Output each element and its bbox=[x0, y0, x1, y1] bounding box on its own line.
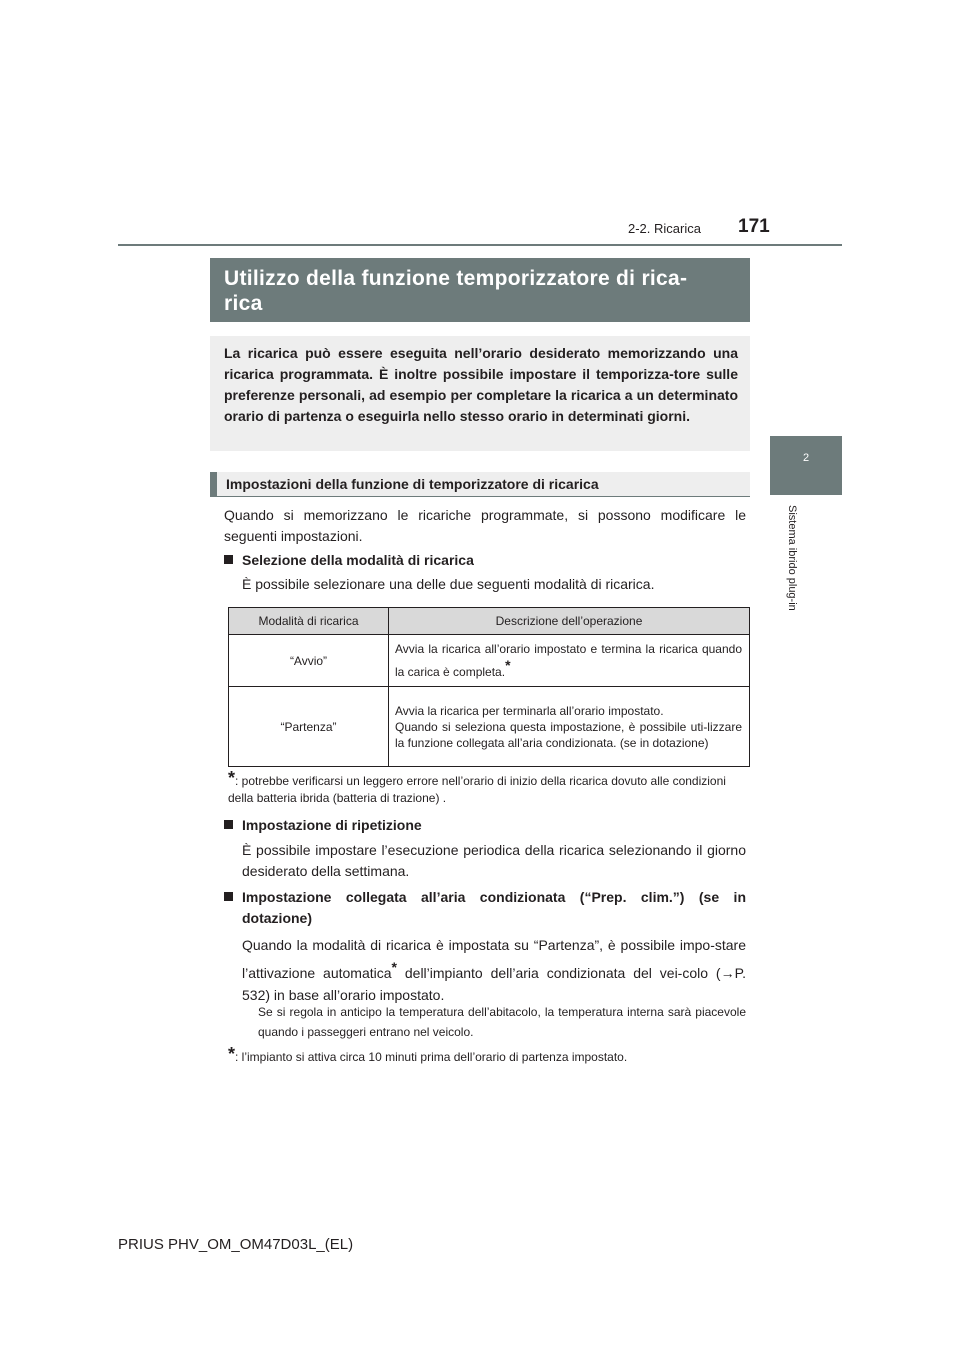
table-cell-description bbox=[389, 635, 750, 687]
chapter-label: Sistema ibrido plug-in bbox=[786, 505, 798, 611]
table-header-row bbox=[229, 608, 750, 635]
footnote-star: * bbox=[505, 657, 511, 673]
footnote-text: : potrebbe verificarsi un leggero errore nell’orario di inizio della ricarica dovuto alle condizioni della batteria ibrida (batteria di trazione) . bbox=[228, 774, 726, 805]
chapter-tab bbox=[770, 436, 842, 495]
footnote-star: * bbox=[391, 959, 397, 975]
section-heading-text: Impostazione di ripetizione bbox=[242, 817, 422, 833]
section-heading-climate bbox=[224, 887, 746, 929]
section-text-part: Quando la modalità di ricarica è impostata su “Partenza”, è possibile impo-stare l’attivazione automatica bbox=[242, 937, 746, 981]
description-text: Avvia la ricarica per terminarla all’orario impostato. bbox=[395, 703, 664, 718]
header-rule bbox=[118, 244, 842, 246]
intro-box bbox=[210, 336, 750, 451]
page-number: 171 bbox=[738, 216, 770, 237]
table-row bbox=[229, 687, 750, 767]
section-label: 2-2. Ricarica bbox=[628, 221, 701, 236]
table-header-description: Descrizione dell’operazione bbox=[389, 608, 750, 635]
section-heading-repeat bbox=[224, 815, 746, 836]
chapter-number: 2 bbox=[802, 452, 810, 464]
climate-note: Se si regola in anticipo la temperatura dell’abitacolo, la temperatura interna sarà piacevole quando i passeggeri entrano nel veicolo. bbox=[258, 1005, 746, 1039]
description-text: Quando si seleziona questa impostazione, è possibile uti-lizzare la funzione collegata all’aria condizionata. (se in dotazione) bbox=[395, 719, 742, 750]
section-heading-charge-mode bbox=[224, 550, 746, 571]
footnote-star: * bbox=[228, 768, 236, 788]
table-cell-mode: “Partenza” bbox=[229, 687, 389, 767]
page-title bbox=[210, 258, 750, 322]
footnote-text: : l’impianto si attiva circa 10 minuti prima dell’orario di partenza impostato. bbox=[235, 1050, 628, 1064]
intro-text: La ricarica può essere eseguita nell’orario desiderato memorizzando una ricarica programmata. È inoltre possibile impostare il temporizza-tore sulle preferenze personali, ad esempio per completare la ricarica a un determinato orario di partenza o eseguirla nello stesso orario in determinati giorni. bbox=[224, 345, 738, 424]
footnote bbox=[228, 770, 746, 807]
description-text: Avvia la ricarica all’orario impostato e termina la ricarica quando la carica è completa. bbox=[395, 642, 742, 679]
table-cell-mode: “Avvio” bbox=[229, 635, 389, 687]
section-text-charge-mode: È possibile selezionare una delle due seguenti modalità di ricarica. bbox=[242, 576, 655, 592]
section-heading-text: Selezione della modalità di ricarica bbox=[242, 552, 474, 568]
footnote bbox=[228, 1046, 746, 1066]
page-title-line1: Utilizzo della funzione temporizzatore di rica- bbox=[224, 267, 688, 290]
subheading: Impostazioni della funzione di temporizzatore di ricarica bbox=[210, 472, 750, 497]
bullet-square-icon bbox=[224, 820, 233, 829]
section-text-climate bbox=[242, 934, 746, 1006]
bullet-square-icon bbox=[224, 555, 233, 564]
page-title-line2: rica bbox=[224, 292, 263, 315]
section-heading-text: Impostazione collegata all’aria condizionata (“Prep. clim.”) (se in dotazione) bbox=[242, 889, 746, 926]
section-text-repeat: È possibile impostare l’esecuzione periodica della ricarica selezionando il giorno desiderato della settimana. bbox=[242, 842, 746, 879]
table-row bbox=[229, 635, 750, 687]
section-text-part: dell’impianto dell’aria condizionata del vei-colo (→P. 532) in base all’orario impostato. bbox=[242, 965, 746, 1003]
footnote-star: * bbox=[228, 1044, 236, 1064]
document-footer: PRIUS PHV_OM_OM47D03L_(EL) bbox=[118, 1236, 354, 1253]
bullet-square-icon bbox=[224, 892, 233, 901]
table-cell-description bbox=[389, 687, 750, 767]
table-header-mode: Modalità di ricarica bbox=[229, 608, 389, 635]
charge-mode-table bbox=[228, 607, 750, 767]
lead-paragraph: Quando si memorizzano le ricariche programmate, si possono modificare le seguenti impostazioni. bbox=[224, 507, 746, 544]
